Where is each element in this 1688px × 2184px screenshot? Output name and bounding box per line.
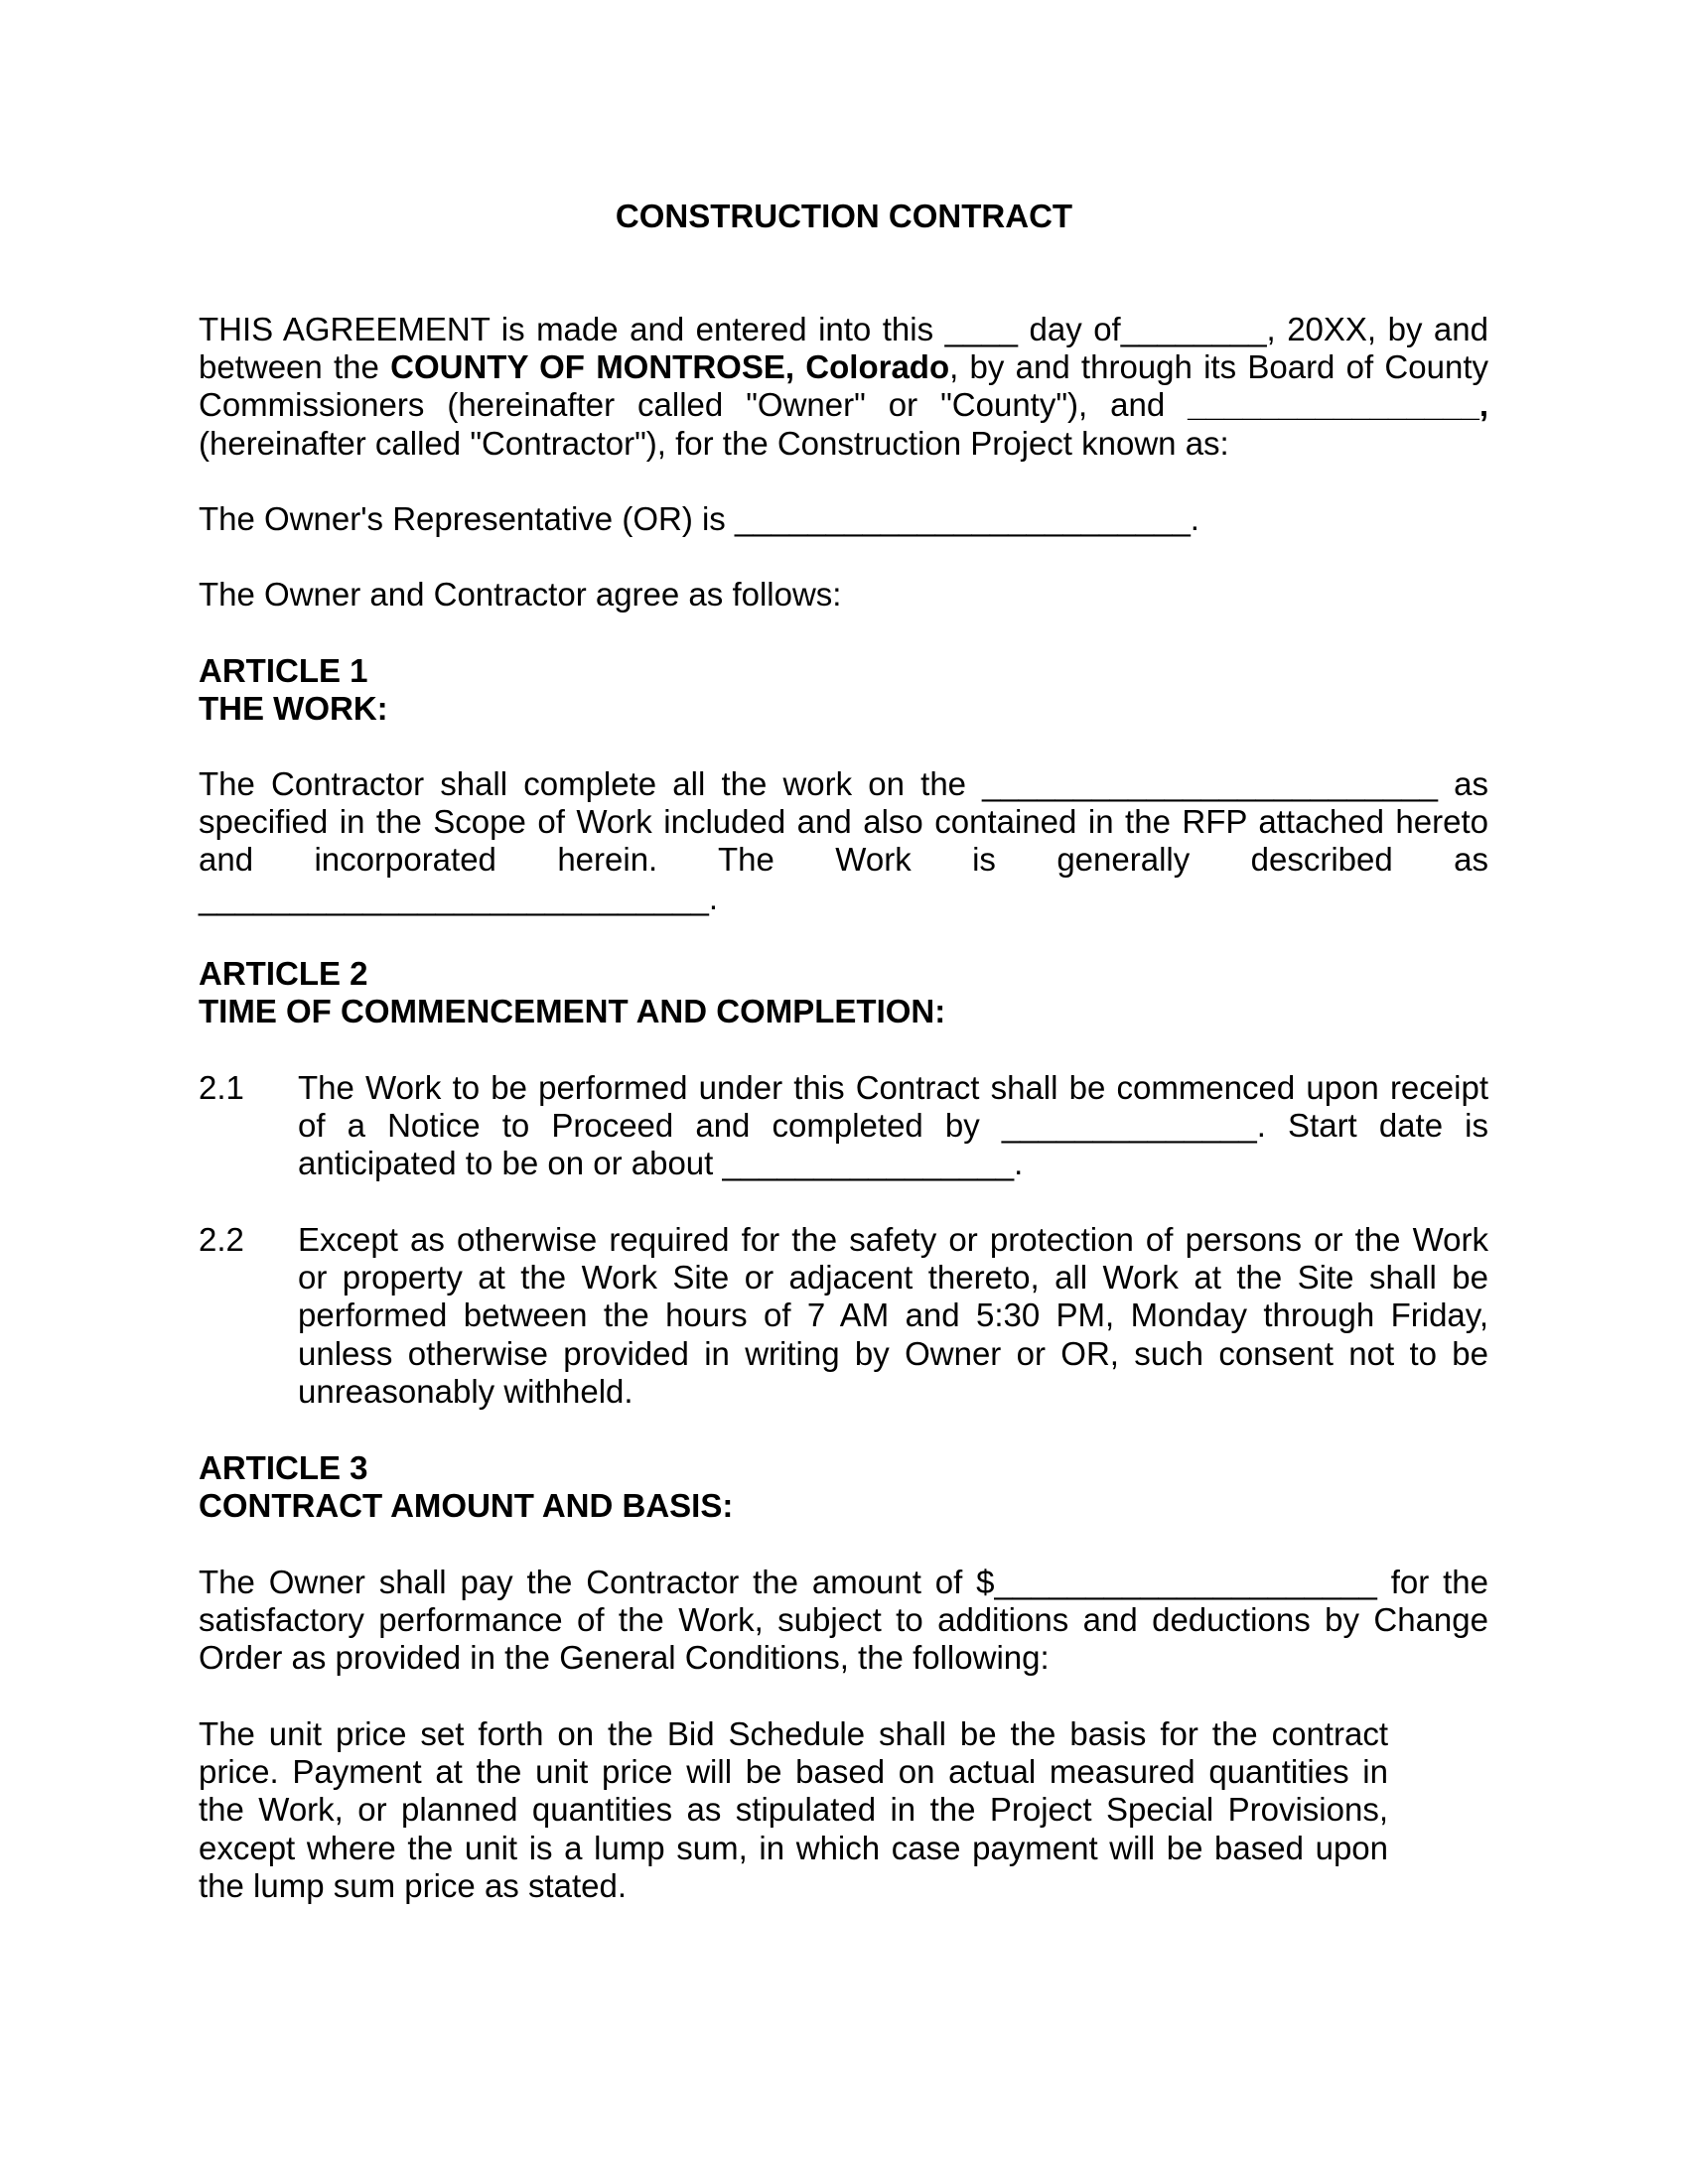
paragraph-line: the Work, or planned quantities as stipulated in the Project Special Provisions,: [199, 1791, 1388, 1829]
document-title: [0, 198, 1688, 235]
paragraph-line: The unit price set forth on the Bid Schedule shall be the basis for the contract: [199, 1715, 1388, 1752]
intro-text: , by and through its Board of County: [949, 348, 1488, 386]
paragraph-line: price. Payment at the unit price will be based on actual measured quantities in: [199, 1753, 1388, 1791]
paragraph-line: performed between the hours of 7 AM and 5:30 PM, Monday through Friday,: [298, 1297, 1488, 1334]
document-title-text: CONSTRUCTION CONTRACT: [615, 198, 1073, 234]
intro-text: Commissioners (hereinafter called "Owner" or "County"), and: [199, 386, 1189, 424]
paragraph-line: The Contractor shall complete all the work on the _________________________ as: [199, 765, 1488, 802]
intro-text: between the: [199, 348, 391, 386]
agree-paragraph: [199, 576, 1488, 614]
article-2-heading: [199, 955, 1488, 1030]
paragraph-line: of a Notice to Proceed and completed by ______________. Start date is: [298, 1107, 1488, 1145]
section-2-2: [199, 1221, 1488, 1411]
paragraph-line: specified in the Scope of Work included and also contained in the RFP attached hereto: [199, 803, 1488, 841]
intro-line-4: (hereinafter called "Contractor"), for the Construction Project known as:: [199, 424, 1229, 462]
intro-paragraph: [199, 311, 1488, 463]
article-title: TIME OF COMMENCEMENT AND COMPLETION:: [199, 993, 946, 1030]
paragraph-line: except where the unit is a lump sum, in which case payment will be based upon: [199, 1829, 1388, 1866]
paragraph-line: unless otherwise provided in writing by Owner or OR, such consent not to be: [298, 1334, 1488, 1372]
contract-amount-paragraph: [199, 1564, 1488, 1678]
paragraph-line: Except as otherwise required for the safety or protection of persons or the Work: [298, 1221, 1488, 1258]
intro-line-3: [199, 386, 1488, 424]
article-1-heading: [199, 652, 1488, 728]
paragraph-line: the lump sum price as stated.: [199, 1866, 628, 1904]
section-number: 2.2: [199, 1221, 244, 1258]
paragraph-line: ____________________________.: [199, 879, 719, 916]
section-number: 2.1: [199, 1069, 244, 1106]
paragraph-line: The Work to be performed under this Contract shall be commenced upon receipt: [298, 1069, 1488, 1106]
paragraph-line: anticipated to be on or about ________________.: [298, 1145, 1024, 1182]
article-number: ARTICLE 1: [199, 652, 368, 689]
owner-rep-line: The Owner's Representative (OR) is _________________________.: [199, 500, 1199, 537]
contractor-name-blank: ________________,: [1188, 386, 1488, 424]
paragraph-line: unreasonably withheld.: [298, 1372, 633, 1410]
unit-price-paragraph: [199, 1715, 1388, 1905]
article-number: ARTICLE 2: [199, 955, 368, 992]
paragraph-line: satisfactory performance of the Work, subject to additions and deductions by Change: [199, 1601, 1488, 1639]
owner-representative-paragraph: [199, 500, 1488, 538]
paragraph-line: Order as provided in the General Conditions, the following:: [199, 1639, 1050, 1677]
paragraph-line: and incorporated herein. The Work is generally described as: [199, 841, 1488, 879]
article-title: THE WORK:: [199, 690, 388, 728]
intro-line-2: [199, 348, 1488, 386]
intro-line-1: THIS AGREEMENT is made and entered into this ____ day of________, 20XX, by and: [199, 311, 1488, 347]
paragraph-line: or property at the Work Site or adjacent thereto, all Work at the Site shall be: [298, 1259, 1488, 1297]
section-2-1: [199, 1069, 1488, 1183]
article-1-paragraph: [199, 765, 1488, 917]
county-name: COUNTY OF MONTROSE, Colorado: [390, 348, 950, 386]
agree-line: The Owner and Contractor agree as follows:: [199, 576, 842, 613]
article-title: CONTRACT AMOUNT AND BASIS:: [199, 1487, 734, 1525]
article-number: ARTICLE 3: [199, 1449, 368, 1486]
article-3-heading: [199, 1449, 1488, 1525]
paragraph-line: The Owner shall pay the Contractor the amount of $_____________________ for the: [199, 1564, 1488, 1600]
